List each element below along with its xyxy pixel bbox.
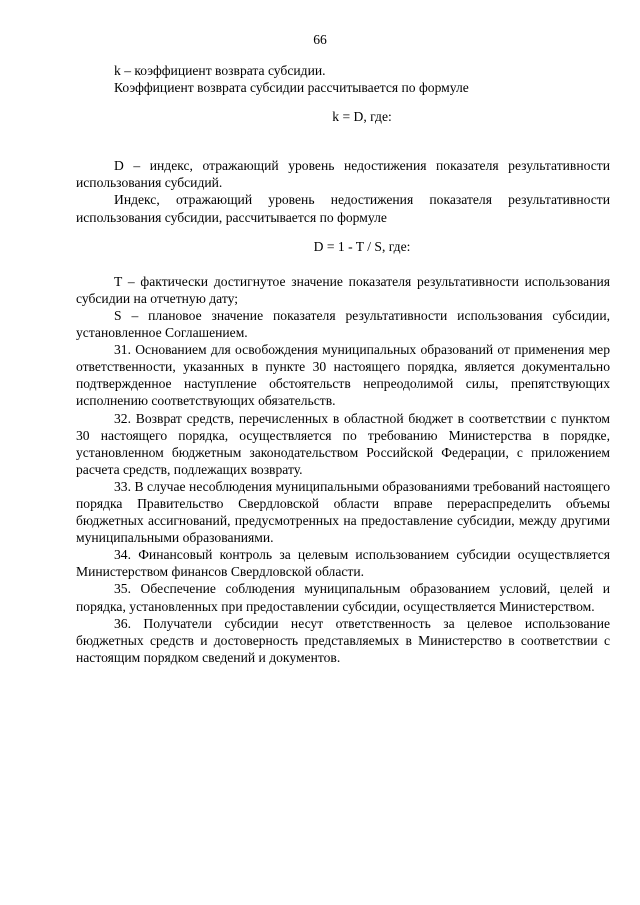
paragraph-33: 33. В случае несоблюдения муниципальными образованиями требований настоящего порядка Правительство Свердловской области вправе перераспределить объемы бюджетных ассигнований, предусмотренных на предоставление субсидии, между другими муниципальными образованиями. bbox=[76, 478, 610, 546]
paragraph-t-definition: T – фактически достигнутое значение показателя результативности использования субсидии на отчетную дату; bbox=[76, 273, 610, 306]
document-body bbox=[76, 62, 610, 666]
paragraph-34: 34. Финансовый контроль за целевым использованием субсидии осуществляется Министерством финансов Свердловской области. bbox=[76, 547, 610, 580]
paragraph-d-definition: D – индекс, отражающий уровень недостижения показателя результативности использования субсидий. bbox=[76, 158, 610, 191]
paragraph-35: 35. Обеспечение соблюдения муниципальным образованием условий, целей и порядка, установленных при предоставлении субсидии, осуществляется Министерством. bbox=[76, 581, 610, 614]
formula-d: D = 1 - T / S, где: bbox=[313, 238, 411, 254]
paragraph-36: 36. Получатели субсидии несут ответственность за целевое использование бюджетных средств и достоверность представляемых в Министерство в соответствии с настоящим порядком сведений и документов. bbox=[76, 615, 610, 665]
paragraph-k-intro: Коэффициент возврата субсидии рассчитывается по формуле bbox=[114, 80, 469, 96]
formula-k: k = D, где: bbox=[332, 109, 392, 125]
paragraph-s-definition: S – плановое значение показателя результативности использования субсидии, установленное Соглашением. bbox=[76, 307, 610, 341]
paragraph-32: 32. Возврат средств, перечисленных в областной бюджет в соответствии с пунктом 30 настоящего порядка, осуществляется по требованию Министерства в порядке, установленном бюджетным законодательством Российской Федерации, с приложением расчета средств, подлежащих возврату. bbox=[76, 410, 610, 477]
page-number: 66 bbox=[313, 32, 327, 47]
paragraph-d-intro: Индекс, отражающий уровень недостижения показателя результативности использования субсидии, рассчитывается по формуле bbox=[76, 192, 610, 225]
paragraph-31: 31. Основанием для освобождения муниципальных образований от применения мер ответственности, указанных в пункте 30 настоящего порядка, является документально подтвержденное наступление обстоятельств непреодолимой силы, препятствующих исполнению соответствующих обязательств. bbox=[76, 342, 610, 409]
paragraph-k-definition: k – коэффициент возврата субсидии. bbox=[114, 63, 326, 78]
